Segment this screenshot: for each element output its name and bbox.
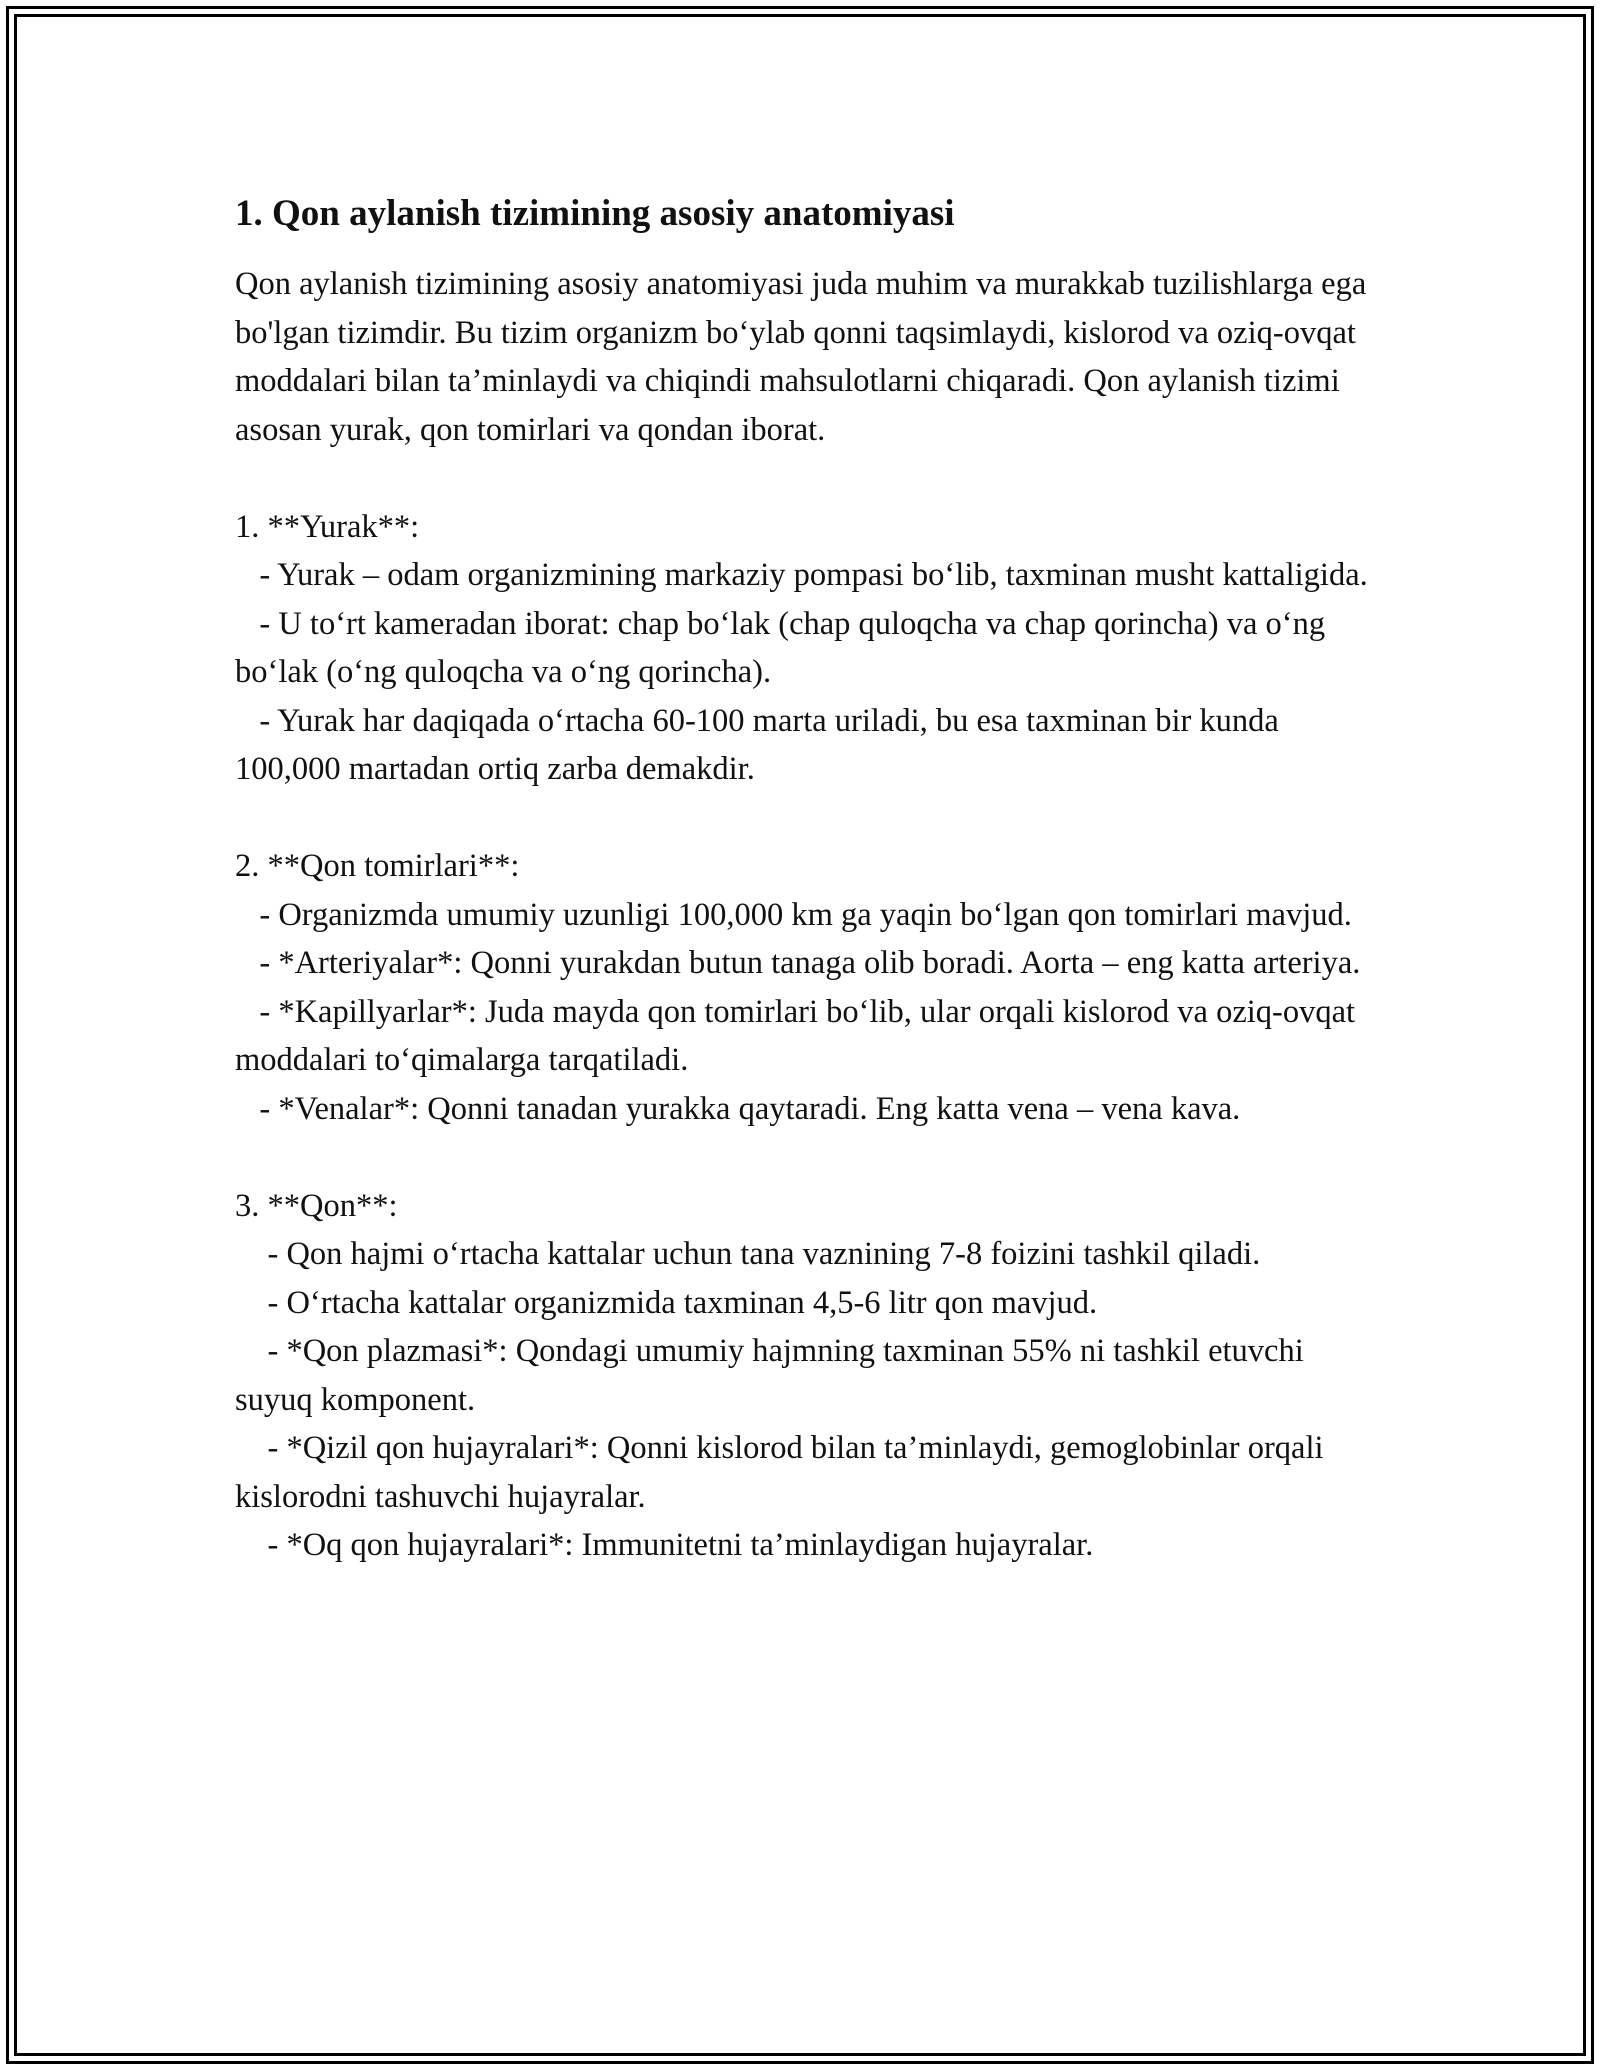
document-body	[235, 188, 1375, 1570]
list-item: - Organizmda umumiy uzunligi 100,000 km ga yaqin bo‘lgan qon tomirlari mavjud.	[235, 896, 1352, 933]
document-title: 1. Qon aylanish tizimining asosiy anatomiyasi	[235, 193, 955, 234]
list-item: - *Kapillyarlar*: Juda mayda qon tomirlari bo‘lib, ular orqali kislorod va oziq-ovqat moddalari to‘qimalarga tarqatiladi.	[235, 993, 1364, 1078]
spacer	[235, 794, 1375, 843]
section-heading: 3. **Qon**:	[235, 1187, 398, 1224]
list-item: - *Venalar*: Qonni tanadan yurakka qaytaradi. Eng katta vena – vena kava.	[235, 1090, 1241, 1127]
list-item: - Qon hajmi o‘rtacha kattalar uchun tana vaznining 7-8 foizini tashkil qiladi.	[235, 1236, 1261, 1272]
list-item: - O‘rtacha kattalar organizmida taxminan 4,5-6 litr qon mavjud.	[235, 1284, 1098, 1321]
list-item: - *Qizil qon hujayralari*: Qonni kislorod bilan ta’minlaydi, gemoglobinlar orqali kislorodni tashuvchi hujayralar.	[235, 1430, 1332, 1515]
section-heading: 2. **Qon tomirlari**:	[235, 848, 520, 884]
list-item: - *Arteriyalar*: Qonni yurakdan butun tanaga olib boradi. Aorta – eng katta arteriya.	[235, 945, 1361, 981]
spacer	[235, 454, 1375, 503]
list-item: - *Qon plazmasi*: Qondagi umumiy hajmning taxminan 55% ni tashkil etuvchi suyuq komponent.	[235, 1333, 1312, 1418]
section-qon-tomirlari	[235, 842, 1375, 1133]
section-yurak	[235, 503, 1375, 794]
spacer	[235, 1133, 1375, 1182]
list-item: - Yurak har daqiqada o‘rtacha 60-100 marta uriladi, bu esa taxminan bir kunda 100,000 martadan ortiq zarba demakdir.	[235, 702, 1287, 787]
section-qon	[235, 1182, 1375, 1570]
intro-paragraph: Qon aylanish tizimining asosiy anatomiyasi juda muhim va murakkab tuzilishlarga ega bo'lgan tizimdir. Bu tizim organizm bo‘ylab qonni taqsimlaydi, kislorod va oziq-ovqat moddalari bilan ta’minlaydi va chiqindi mahsulotlarni chiqaradi. Qon aylanish tizimi asosan yurak, qon tomirlari va qondan iborat.	[235, 266, 1367, 448]
section-heading: 1. **Yurak**:	[235, 508, 420, 545]
list-item: - U to‘rt kameradan iborat: chap bo‘lak (chap quloqcha va chap qorincha) va o‘ng bo‘lak (o‘ng quloqcha va o‘ng qorincha).	[235, 605, 1334, 690]
list-item: - *Oq qon hujayralari*: Immunitetni ta’minlaydigan hujayralar.	[235, 1527, 1094, 1563]
list-item: - Yurak – odam organizmining markaziy pompasi bo‘lib, taxminan musht kattaligida.	[235, 557, 1368, 593]
